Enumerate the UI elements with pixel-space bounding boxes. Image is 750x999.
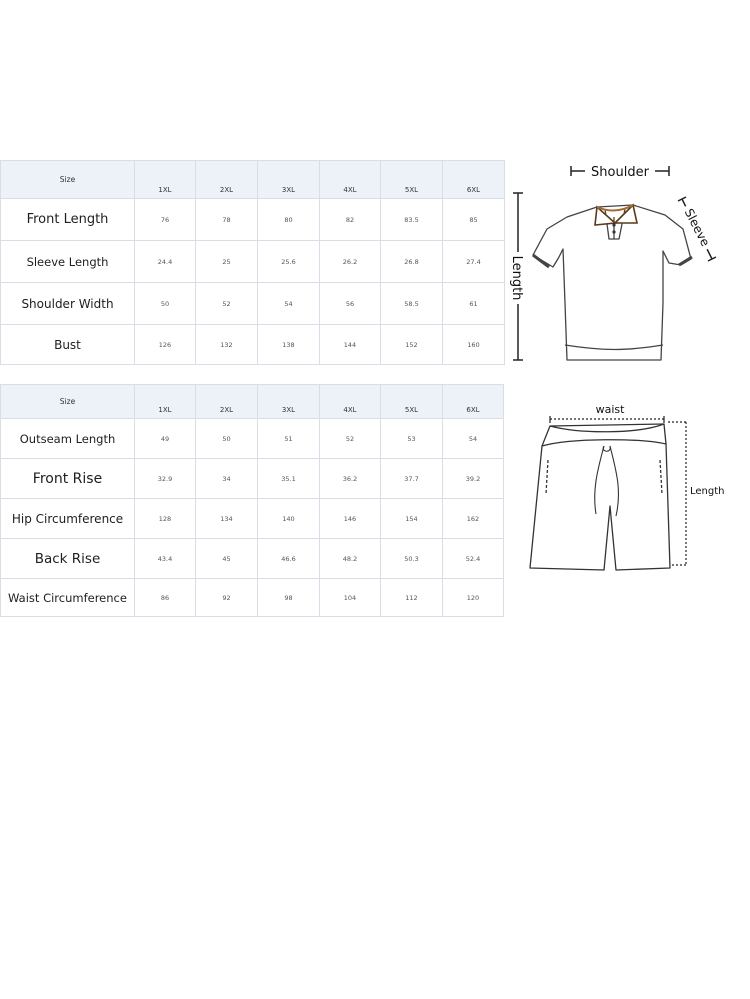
cell: 52 xyxy=(320,419,381,459)
length-label: Length xyxy=(690,486,725,497)
cell: 51 xyxy=(258,419,320,459)
cell: 39.2 xyxy=(443,459,504,499)
cell: 36.2 xyxy=(320,459,381,499)
row-label-sleeve-length: Sleeve Length xyxy=(1,241,135,283)
cell: 58.5 xyxy=(381,283,443,325)
size-col-6xl: 6XL xyxy=(443,161,505,199)
cell: 134 xyxy=(196,499,258,539)
table-row xyxy=(1,241,505,283)
size-col-5xl: 5XL xyxy=(381,161,443,199)
table-header-row xyxy=(1,161,505,199)
table-row xyxy=(1,199,505,241)
cell: 34 xyxy=(196,459,258,499)
table-row xyxy=(1,419,504,459)
size-header: Size xyxy=(1,385,135,419)
cell: 56 xyxy=(320,283,381,325)
waist-label: waist xyxy=(595,403,625,416)
cell: 26.2 xyxy=(320,241,381,283)
cell: 37.7 xyxy=(381,459,443,499)
cell: 50.3 xyxy=(381,539,443,579)
cell: 126 xyxy=(135,325,196,365)
size-col-2xl: 2XL xyxy=(196,385,258,419)
cell: 83.5 xyxy=(381,199,443,241)
cell: 98 xyxy=(258,579,320,617)
size-col-3xl: 3XL xyxy=(258,385,320,419)
row-label-hip-circumference: Hip Circumference xyxy=(1,499,135,539)
cell: 162 xyxy=(443,499,504,539)
cell: 52.4 xyxy=(443,539,504,579)
cell: 104 xyxy=(320,579,381,617)
shirt-measurement-diagram xyxy=(505,155,745,370)
shorts-outline xyxy=(530,424,670,570)
cell: 32.9 xyxy=(135,459,196,499)
cell: 152 xyxy=(381,325,443,365)
cell: 50 xyxy=(135,283,196,325)
table-header-row xyxy=(1,385,504,419)
cell: 112 xyxy=(381,579,443,617)
polo-shirt-outline xyxy=(533,205,692,360)
cell: 132 xyxy=(196,325,258,365)
sleeve-label: Sleeve xyxy=(681,206,713,249)
cell: 27.4 xyxy=(443,241,505,283)
cell: 82 xyxy=(320,199,381,241)
size-col-3xl: 3XL xyxy=(258,161,320,199)
size-col-4xl: 4XL xyxy=(320,385,381,419)
size-col-1xl: 1XL xyxy=(135,161,196,199)
size-col-1xl: 1XL xyxy=(135,385,196,419)
cell: 85 xyxy=(443,199,505,241)
row-label-outseam-length: Outseam Length xyxy=(1,419,135,459)
cell: 138 xyxy=(258,325,320,365)
size-col-6xl: 6XL xyxy=(443,385,504,419)
cell: 54 xyxy=(258,283,320,325)
cell: 54 xyxy=(443,419,504,459)
cell: 160 xyxy=(443,325,505,365)
cell: 146 xyxy=(320,499,381,539)
row-label-bust: Bust xyxy=(1,325,135,365)
table-row xyxy=(1,283,505,325)
cell: 25 xyxy=(196,241,258,283)
cell: 52 xyxy=(196,283,258,325)
size-col-2xl: 2XL xyxy=(196,161,258,199)
table-row xyxy=(1,499,504,539)
row-label-front-length: Front Length xyxy=(1,199,135,241)
cell: 120 xyxy=(443,579,504,617)
cell: 43.4 xyxy=(135,539,196,579)
cell: 61 xyxy=(443,283,505,325)
size-col-4xl: 4XL xyxy=(320,161,381,199)
size-col-5xl: 5XL xyxy=(381,385,443,419)
shoulder-label: Shoulder xyxy=(591,165,649,180)
cell: 35.1 xyxy=(258,459,320,499)
cell: 26.8 xyxy=(381,241,443,283)
cell: 78 xyxy=(196,199,258,241)
cell: 25.6 xyxy=(258,241,320,283)
table-row xyxy=(1,325,505,365)
cell: 86 xyxy=(135,579,196,617)
cell: 76 xyxy=(135,199,196,241)
cell: 154 xyxy=(381,499,443,539)
length-label: Length xyxy=(509,255,524,301)
cell: 24.4 xyxy=(135,241,196,283)
cell: 140 xyxy=(258,499,320,539)
bottom-size-table xyxy=(0,384,504,617)
length-measure-line xyxy=(668,422,686,565)
row-label-waist-circumference: Waist Circumference xyxy=(1,579,135,617)
table-row xyxy=(1,539,504,579)
table-row xyxy=(1,459,504,499)
cell: 50 xyxy=(196,419,258,459)
cell: 48.2 xyxy=(320,539,381,579)
waist-measure-line xyxy=(550,416,664,423)
cell: 92 xyxy=(196,579,258,617)
cell: 128 xyxy=(135,499,196,539)
cell: 45 xyxy=(196,539,258,579)
size-header: Size xyxy=(1,161,135,199)
row-label-back-rise: Back Rise xyxy=(1,539,135,579)
row-label-front-rise: Front Rise xyxy=(1,459,135,499)
cell: 53 xyxy=(381,419,443,459)
row-label-shoulder-width: Shoulder Width xyxy=(1,283,135,325)
table-row xyxy=(1,579,504,617)
cell: 80 xyxy=(258,199,320,241)
top-size-table xyxy=(0,160,505,365)
shorts-measurement-diagram xyxy=(520,398,735,578)
cell: 49 xyxy=(135,419,196,459)
cell: 46.6 xyxy=(258,539,320,579)
cell: 144 xyxy=(320,325,381,365)
